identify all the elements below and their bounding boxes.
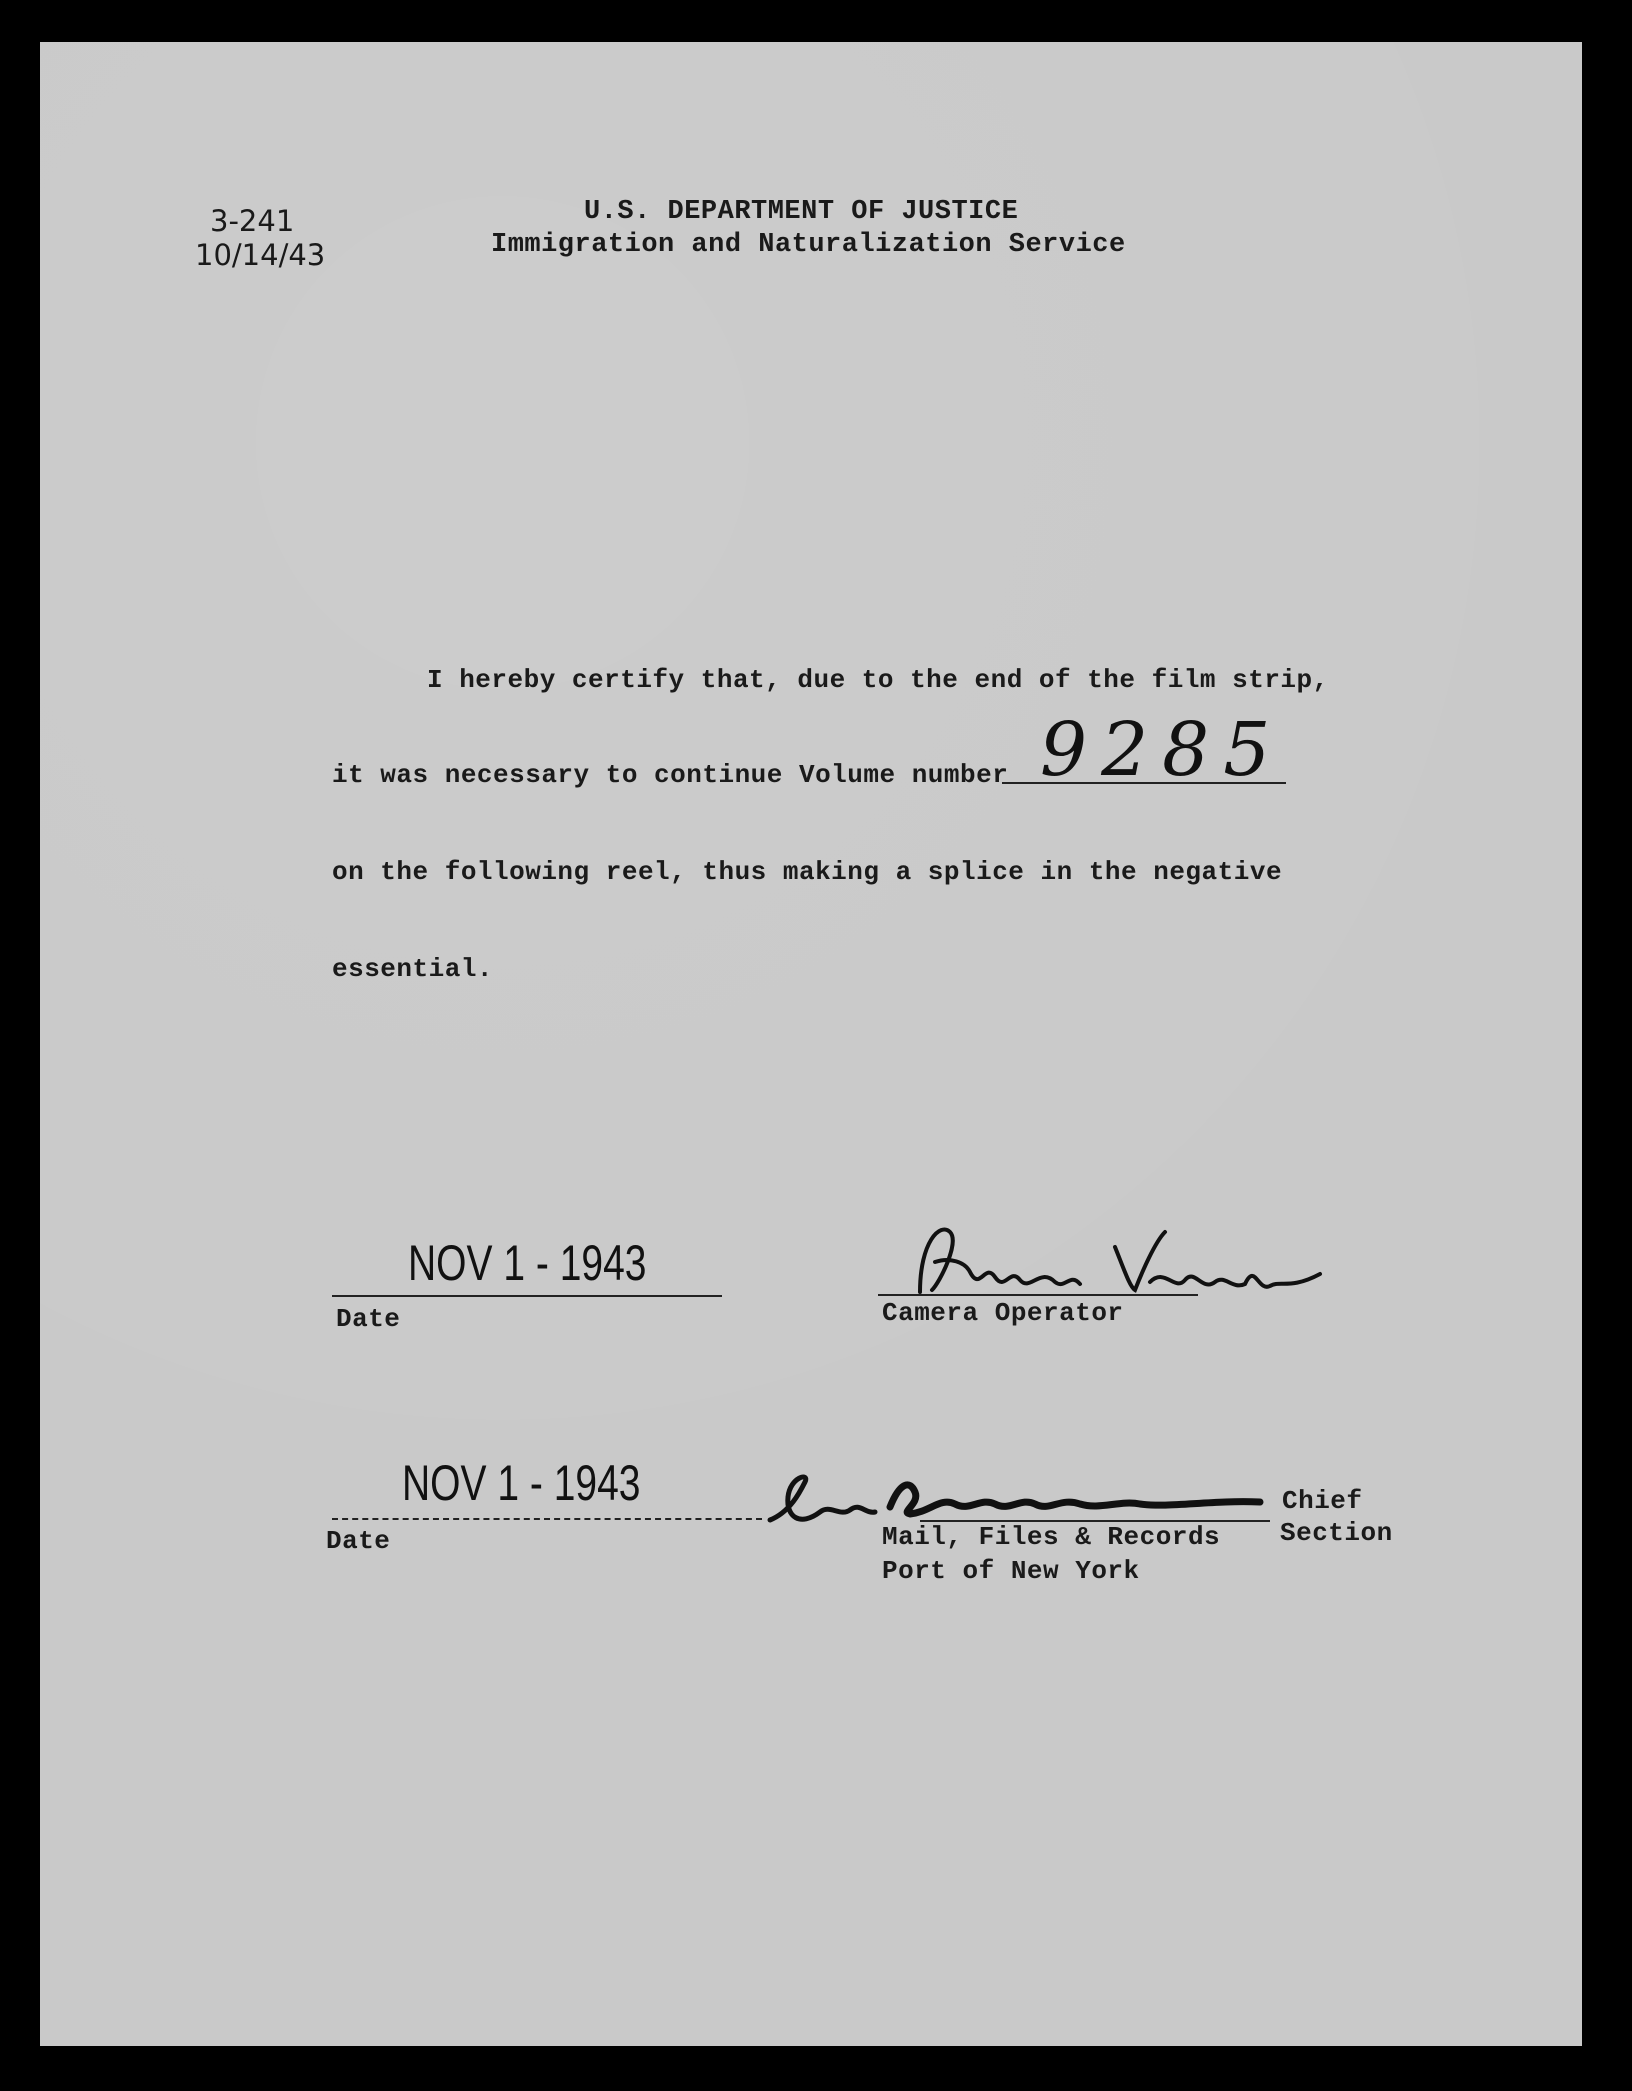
- date-stamp-2: NOV 1 - 1943: [402, 1455, 641, 1511]
- volume-number: 9285: [1040, 707, 1285, 793]
- date-label-2: Date: [326, 1526, 391, 1556]
- chief-section: Section: [1280, 1518, 1393, 1548]
- department-heading: U.S. DEPARTMENT OF JUSTICE: [584, 197, 1019, 227]
- camera-operator-line: [878, 1294, 1198, 1296]
- camera-operator-title: Camera Operator: [882, 1298, 1124, 1328]
- service-heading: Immigration and Naturalization Service: [491, 230, 1126, 260]
- certification-line-4: essential.: [332, 954, 494, 984]
- document-page: [40, 42, 1582, 2046]
- chief-location: Port of New York: [882, 1556, 1140, 1586]
- date-stamp-1: NOV 1 - 1943: [408, 1235, 647, 1291]
- form-date: 10/14/43: [195, 238, 326, 272]
- certification-line-1: I hereby certify that, due to the end of the film strip,: [427, 665, 1329, 695]
- form-number: 3-241: [210, 204, 295, 238]
- chief-title: Chief: [1282, 1486, 1363, 1516]
- date-line-1: [332, 1295, 722, 1297]
- chief-department: Mail, Files & Records: [882, 1522, 1221, 1552]
- date-line-2: [332, 1518, 762, 1520]
- certification-line-3: on the following reel, thus making a splice in the negative: [332, 857, 1283, 887]
- certification-line-2: it was necessary to continue Volume number: [332, 760, 1009, 790]
- date-label-1: Date: [336, 1304, 401, 1334]
